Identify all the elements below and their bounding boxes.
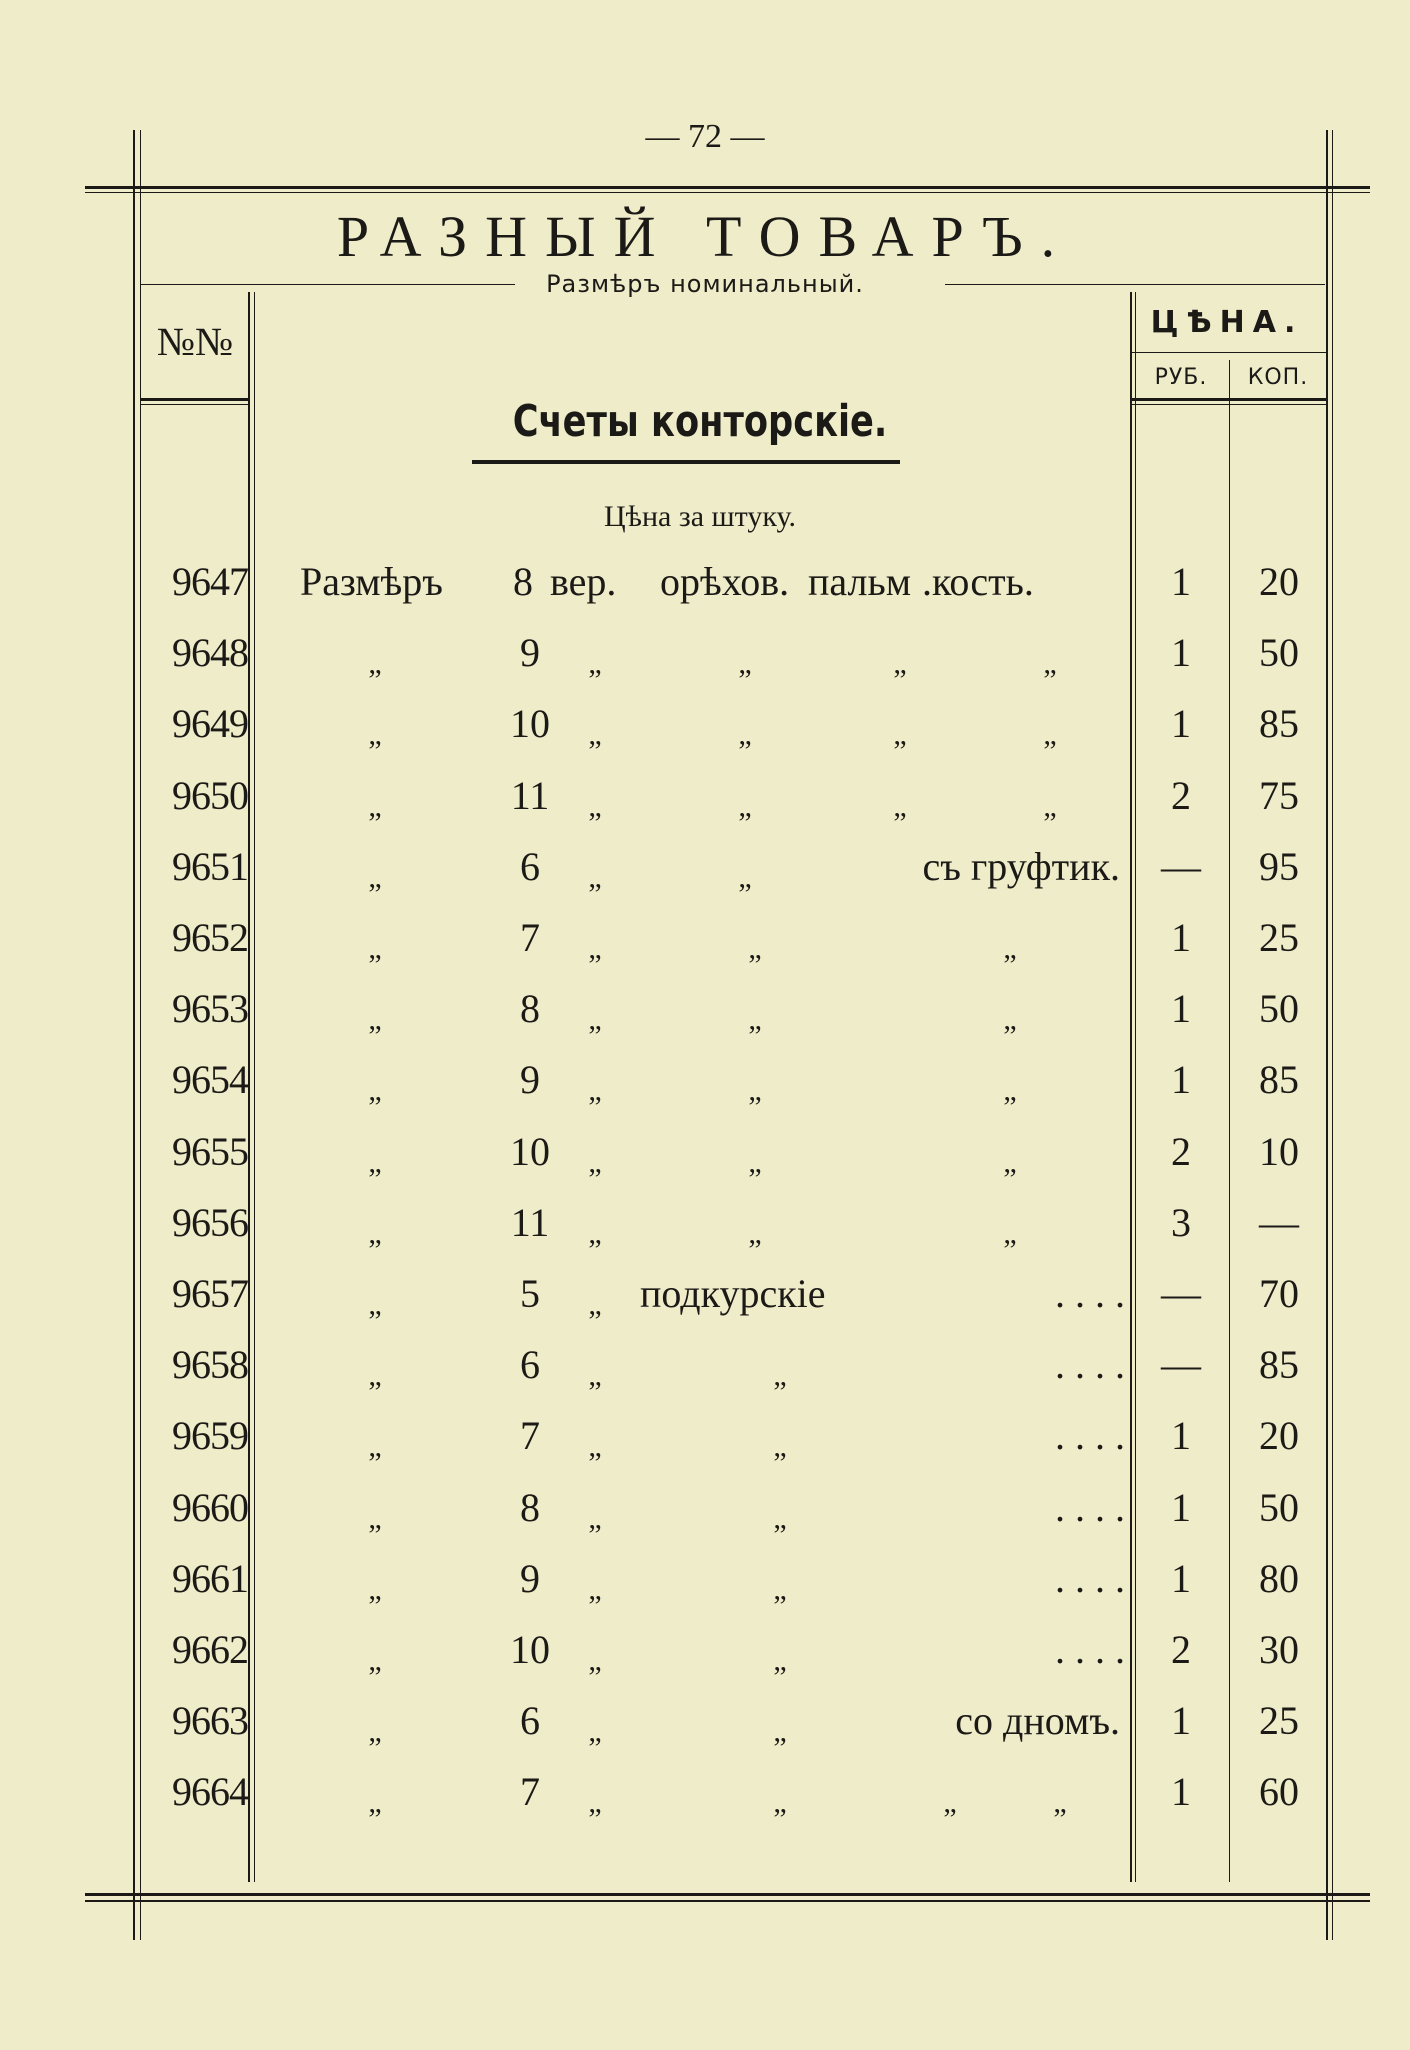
ditto-mark: „ <box>368 1074 382 1108</box>
description-text: со дномъ. <box>955 1698 1120 1744</box>
price-kop: 80 <box>1259 1555 1299 1601</box>
ditto-mark: „ <box>588 1644 602 1677</box>
ditto-mark: „ <box>368 1003 382 1037</box>
table-row <box>0 1189 1410 1260</box>
ditto-mark: „ <box>893 718 907 752</box>
ditto-mark: „ <box>368 932 382 965</box>
price-note: Цѣна за штуку. <box>604 500 796 533</box>
description-text: .кость. <box>922 559 1034 604</box>
ditto-mark: „ <box>1053 1786 1067 1820</box>
price-kop: 30 <box>1259 1627 1299 1672</box>
ditto-mark: „ <box>368 1145 382 1179</box>
ditto-mark: „ <box>738 718 752 752</box>
bottom-rule-thin <box>85 1900 1370 1902</box>
description-text: 10 <box>510 1128 550 1174</box>
ditto-mark: „ <box>588 1288 602 1321</box>
description-text: . . . . <box>1055 1342 1125 1388</box>
table-row <box>0 548 1410 619</box>
ditto-mark: „ <box>748 1216 762 1250</box>
item-number: 9661 <box>172 1555 248 1601</box>
ditto-mark: „ <box>368 1288 382 1321</box>
table-row <box>0 1545 1410 1616</box>
price-kop: 85 <box>1259 1342 1299 1388</box>
ditto-mark: „ <box>368 1644 382 1677</box>
ditto-mark: „ <box>943 1786 957 1820</box>
description-text: 6 <box>520 843 540 889</box>
table-row <box>0 690 1410 761</box>
ditto-mark: „ <box>588 1501 602 1535</box>
price-rub: — <box>1161 1342 1201 1388</box>
price-kop: 60 <box>1259 1769 1299 1815</box>
table-row <box>0 1616 1410 1687</box>
table-row <box>0 975 1410 1046</box>
description-text: . . . . <box>1055 1627 1125 1672</box>
item-number: 9660 <box>172 1484 248 1530</box>
ditto-mark: „ <box>773 1644 787 1677</box>
price-kop: — <box>1259 1199 1299 1245</box>
price-kop: 50 <box>1259 1484 1299 1530</box>
ditto-mark: „ <box>1003 1216 1017 1250</box>
ditto-mark: „ <box>1043 789 1057 823</box>
description-text: 7 <box>520 1769 540 1815</box>
item-number: 9651 <box>172 843 248 889</box>
item-number: 9662 <box>172 1627 248 1672</box>
ditto-mark: „ <box>738 789 752 823</box>
ditto-mark: „ <box>893 647 907 681</box>
description-text: съ груфтик. <box>922 843 1120 889</box>
ditto-mark: „ <box>588 932 602 965</box>
ditto-mark: „ <box>738 860 752 894</box>
price-rub: 1 <box>1171 1698 1191 1744</box>
description-text: . . . . <box>1055 1413 1125 1459</box>
ditto-mark: „ <box>368 1501 382 1535</box>
description-text: 6 <box>520 1698 540 1744</box>
description-text: 7 <box>520 1413 540 1459</box>
ditto-mark: „ <box>368 789 382 823</box>
ditto-mark: „ <box>368 1430 382 1464</box>
description-text: 11 <box>510 1199 550 1245</box>
price-rub: 1 <box>1171 1484 1191 1530</box>
price-kop: 50 <box>1259 986 1299 1032</box>
price-kop: 85 <box>1259 1057 1299 1103</box>
description-text: 9 <box>520 1555 540 1601</box>
ditto-mark: „ <box>1003 1074 1017 1108</box>
description-text: подкурскіе <box>640 1271 826 1316</box>
table-row <box>0 1758 1410 1829</box>
description-text: . . . . <box>1055 1484 1125 1530</box>
table-row <box>0 1331 1410 1402</box>
description-text: . . . . <box>1055 1555 1125 1601</box>
price-header-rule <box>1132 352 1326 353</box>
ditto-mark: „ <box>588 1572 602 1606</box>
item-number: 9658 <box>172 1342 248 1388</box>
page-number: — 72 — <box>645 118 765 155</box>
ditto-mark: „ <box>738 647 752 681</box>
description-text: 8 <box>520 1484 540 1530</box>
item-number: 9648 <box>172 630 248 676</box>
ditto-mark: „ <box>773 1572 787 1606</box>
ditto-mark: „ <box>588 1786 602 1820</box>
ditto-mark: „ <box>588 1715 602 1749</box>
ditto-mark: „ <box>773 1430 787 1464</box>
ditto-mark: „ <box>773 1786 787 1820</box>
ditto-mark: „ <box>748 1003 762 1037</box>
ditto-mark: „ <box>368 1572 382 1606</box>
ditto-mark: „ <box>588 1003 602 1037</box>
ditto-mark: „ <box>773 1501 787 1535</box>
price-rub: 1 <box>1171 1413 1191 1459</box>
price-rub: 2 <box>1171 772 1191 818</box>
bottom-rule <box>85 1893 1370 1896</box>
number-column-header: №№ <box>156 319 234 364</box>
price-kop: 25 <box>1259 1698 1299 1744</box>
price-rub: 1 <box>1171 915 1191 960</box>
ditto-mark: „ <box>588 1359 602 1393</box>
item-number: 9649 <box>172 701 248 747</box>
price-kop: 75 <box>1259 772 1299 818</box>
description-text: орѣхов. <box>660 559 790 604</box>
price-kop: 20 <box>1259 559 1299 604</box>
ditto-mark: „ <box>893 789 907 823</box>
ditto-mark: „ <box>588 789 602 823</box>
price-kop: 10 <box>1259 1128 1299 1174</box>
ditto-mark: „ <box>588 1074 602 1108</box>
table-row <box>0 762 1410 833</box>
price-rub: 1 <box>1171 701 1191 747</box>
description-text: 11 <box>510 772 550 818</box>
ditto-mark: „ <box>588 647 602 681</box>
price-rub: — <box>1161 843 1201 889</box>
price-rub: 3 <box>1171 1199 1191 1245</box>
ditto-mark: „ <box>1003 1145 1017 1179</box>
description-text: 7 <box>520 915 540 960</box>
ditto-mark: „ <box>748 1145 762 1179</box>
description-text: 8 <box>520 986 540 1032</box>
item-number: 9657 <box>172 1271 248 1316</box>
ditto-mark: „ <box>368 1715 382 1749</box>
description-text: 9 <box>520 630 540 676</box>
item-number: 9656 <box>172 1199 248 1245</box>
price-kop: 95 <box>1259 843 1299 889</box>
table-row <box>0 619 1410 690</box>
number-header-rule <box>140 398 250 401</box>
table-row <box>0 1118 1410 1189</box>
ditto-mark: „ <box>368 860 382 894</box>
description-text: 10 <box>510 1627 550 1672</box>
price-rub: 1 <box>1171 1769 1191 1815</box>
price-rub: 1 <box>1171 1555 1191 1601</box>
ditto-mark: „ <box>588 718 602 752</box>
item-number: 9664 <box>172 1769 248 1815</box>
table-row <box>0 833 1410 904</box>
table-row <box>0 1260 1410 1331</box>
ditto-mark: „ <box>588 1145 602 1179</box>
item-number: 9663 <box>172 1698 248 1744</box>
price-kop: 25 <box>1259 915 1299 960</box>
ditto-mark: „ <box>1043 647 1057 681</box>
description-text: 6 <box>520 1342 540 1388</box>
price-rub: 1 <box>1171 559 1191 604</box>
subtitle: Размѣръ номинальный. <box>546 270 864 298</box>
table-row <box>0 904 1410 975</box>
description-text: Размѣръ <box>300 559 443 604</box>
description-text: 5 <box>520 1271 540 1316</box>
ditto-mark: „ <box>773 1715 787 1749</box>
subtitle-rule-right <box>945 284 1325 285</box>
price-rub: 1 <box>1171 630 1191 676</box>
top-rule-thin <box>85 192 1370 193</box>
ditto-mark: „ <box>588 860 602 894</box>
table-row <box>0 1687 1410 1758</box>
top-rule <box>85 186 1370 189</box>
ditto-mark: „ <box>368 718 382 752</box>
description-text: 8 <box>513 559 533 604</box>
table-row <box>0 1402 1410 1473</box>
table-row <box>0 1474 1410 1545</box>
description-text: пальм <box>808 559 912 604</box>
item-number: 9652 <box>172 915 248 960</box>
price-rub: 2 <box>1171 1128 1191 1174</box>
ditto-mark: „ <box>588 1430 602 1464</box>
item-number: 9654 <box>172 1057 248 1103</box>
table-row <box>0 1046 1410 1117</box>
price-rub: 1 <box>1171 1057 1191 1103</box>
item-number: 9650 <box>172 772 248 818</box>
section-title: Счеты конторскіе. <box>512 396 888 447</box>
kop-column-header: КОП. <box>1247 365 1309 390</box>
item-number: 9653 <box>172 986 248 1032</box>
description-text: 10 <box>510 701 550 747</box>
ditto-mark: „ <box>368 1216 382 1250</box>
number-header-rule-thin <box>140 404 250 405</box>
ditto-mark: „ <box>368 1359 382 1393</box>
ditto-mark: „ <box>748 1074 762 1108</box>
rub-column-header: РУБ. <box>1154 365 1208 390</box>
price-kop: 20 <box>1259 1413 1299 1459</box>
ditto-mark: „ <box>1003 932 1017 965</box>
description-text: 9 <box>520 1057 540 1103</box>
ditto-mark: „ <box>368 1786 382 1820</box>
description-text: . . . . <box>1055 1271 1125 1316</box>
section-title-underline <box>472 460 900 464</box>
price-column-header: ЦѢНА. <box>1150 305 1304 340</box>
ditto-mark: „ <box>1043 718 1057 752</box>
item-number: 9647 <box>172 559 248 604</box>
page-title: РАЗНЫЙ ТОВАРЪ. <box>336 204 1074 269</box>
item-number: 9655 <box>172 1128 248 1174</box>
ditto-mark: „ <box>368 647 382 681</box>
ditto-mark: „ <box>588 1216 602 1250</box>
price-kop: 70 <box>1259 1271 1299 1316</box>
price-kop: 50 <box>1259 630 1299 676</box>
description-text: вер. <box>550 559 617 604</box>
price-rub: 2 <box>1171 1627 1191 1672</box>
ditto-mark: „ <box>1003 1003 1017 1037</box>
price-rub: 1 <box>1171 986 1191 1032</box>
price-kop: 85 <box>1259 701 1299 747</box>
price-rub: — <box>1161 1271 1201 1316</box>
ditto-mark: „ <box>773 1359 787 1393</box>
ditto-mark: „ <box>748 932 762 965</box>
item-number: 9659 <box>172 1413 248 1459</box>
